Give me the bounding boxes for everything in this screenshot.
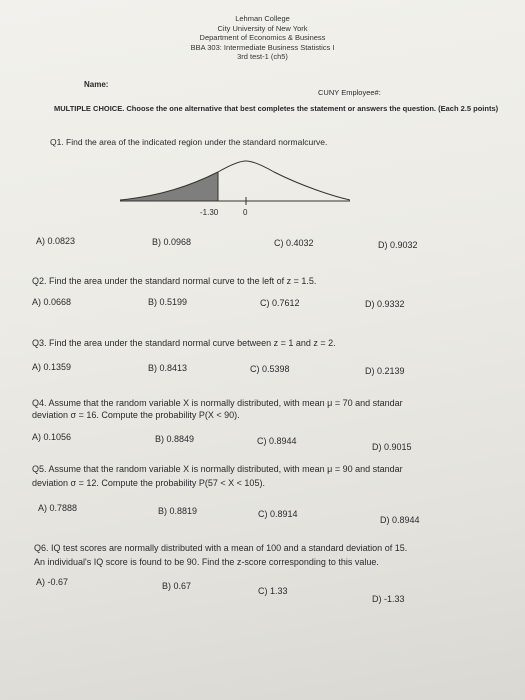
college-name: Lehman College [235,14,290,23]
shaded-left-tail [120,172,218,201]
q4-option-a: A) 0.1056 [32,432,72,442]
course-title: BBA 303: Intermediate Business Statistics I [190,42,335,52]
q2-option-a: A) 0.0668 [32,297,72,307]
employee-label: CUNY Employee#: [318,88,381,97]
q6-option-c: C) 1.33 [258,586,288,596]
q2-option-d: D) 0.9332 [365,299,405,309]
q3-option-a: A) 0.1359 [32,362,72,372]
q3-option-d: D) 0.2139 [365,366,405,376]
q5-option-a: A) 0.7888 [38,503,78,513]
q1-option-d: D) 0.9032 [378,240,418,250]
question-3-text: Q3. Find the area under the standard normal curve between z = 1 and z = 2. [32,338,336,348]
exam-header [0,14,525,62]
q5-option-b: B) 0.8819 [158,506,198,516]
q6-option-d: D) -1.33 [372,594,405,604]
bell-curve-line [120,161,350,200]
q1-option-a: A) 0.0823 [36,236,76,246]
normal-curve-figure [120,154,350,222]
question-4-line-1: Q4. Assume that the random variable X is normally distributed, with mean μ = 70 and standar [32,398,403,408]
university-name: City University of New York [217,23,308,33]
department-name: Department of Economics & Business [199,33,326,42]
q5-option-d: D) 0.8944 [380,515,420,525]
q3-option-c: C) 0.5398 [250,364,290,374]
question-6-line-1: Q6. IQ test scores are normally distributed with a mean of 100 and a standard deviation of 15. [34,543,408,553]
z-label-minus-1-30: -1.30 [200,208,219,217]
question-6-line-2: An individual's IQ score is found to be 90. Find the z-score corresponding to this value. [34,557,379,567]
q1-option-c: C) 0.4032 [274,238,314,248]
q5-option-c: C) 0.8914 [258,509,298,519]
question-2-text: Q2. Find the area under the standard normal curve to the left of z = 1.5. [32,276,317,286]
question-5-line-2: deviation σ = 12. Compute the probability P(57 < X < 105). [32,478,265,488]
q2-option-c: C) 0.7612 [260,298,300,308]
q4-option-c: C) 0.8944 [257,436,297,446]
question-4-line-2: deviation σ = 16. Compute the probability P(X < 90). [32,410,240,420]
q4-option-d: D) 0.9015 [372,442,412,452]
q1-option-b: B) 0.0968 [152,237,192,247]
question-1-text: Q1. Find the area of the indicated region under the standard normalcurve. [50,137,328,147]
question-5-line-1: Q5. Assume that the random variable X is normally distributed, with mean μ = 90 and standar [32,464,403,474]
q3-option-b: B) 0.8413 [148,363,188,373]
test-title: 3rd test-1 (ch5) [237,52,288,61]
name-label: Name: [84,80,109,89]
instructions: MULTIPLE CHOICE. Choose the one alternative that best completes the statement or answers the question. (Each 2.5 points) [54,104,499,113]
q6-option-b: B) 0.67 [162,581,192,591]
q6-option-a: A) -0.67 [36,577,69,587]
q4-option-b: B) 0.8849 [155,434,195,444]
z-label-0: 0 [243,208,248,217]
q2-option-b: B) 0.5199 [148,297,188,307]
